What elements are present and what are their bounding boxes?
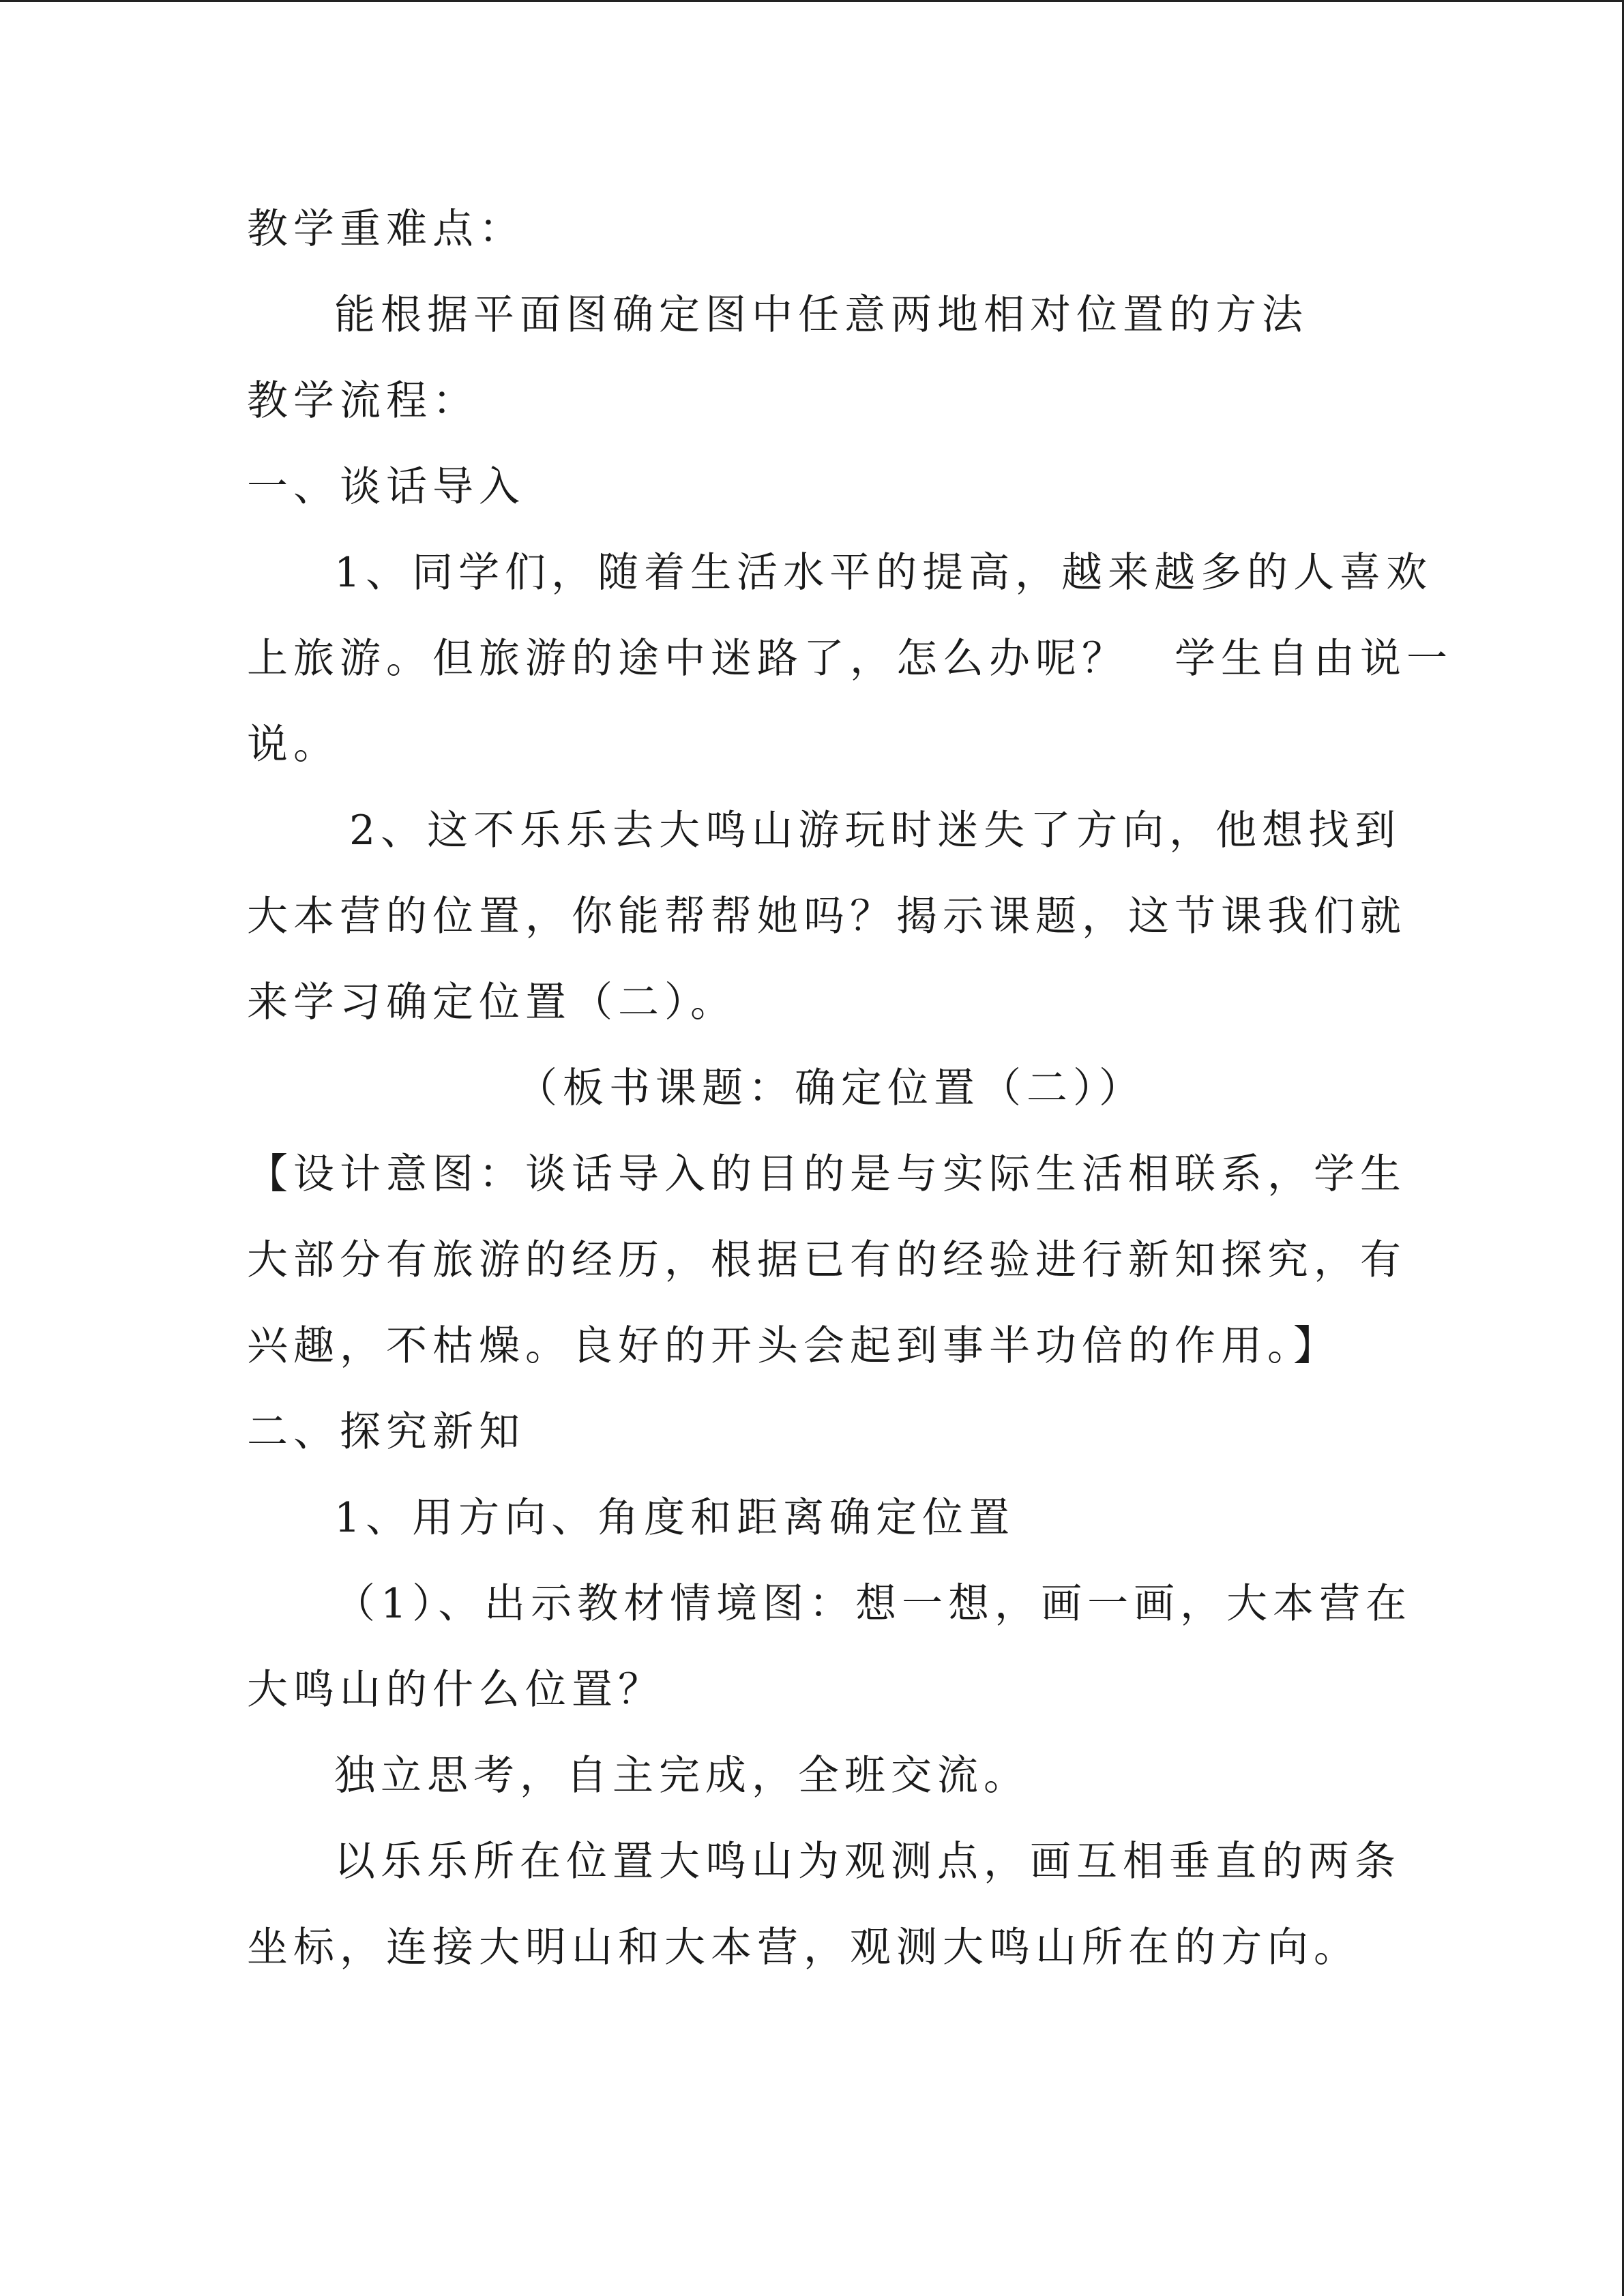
paragraph-line: 大本营的位置，你能帮帮她吗？揭示课题，这节课我们就 bbox=[247, 893, 1406, 940]
subsection-heading: 1、用方向、角度和距离确定位置 bbox=[334, 1494, 1016, 1542]
section-heading-2: 二、探究新知 bbox=[247, 1408, 525, 1456]
page-top-border bbox=[0, 0, 1624, 2]
key-points-text: 能根据平面图确定图中任意两地相对位置的方法 bbox=[334, 291, 1308, 339]
paragraph-line: 来学习确定位置（二）。 bbox=[247, 979, 737, 1026]
paragraph-line: 以乐乐所在位置大鸣山为观测点，画互相垂直的两条 bbox=[334, 1838, 1401, 1885]
design-intent-line: 兴趣，不枯燥。良好的开头会起到事半功倍的作用。】 bbox=[247, 1322, 1340, 1370]
paragraph-line: 坐标，连接大明山和大本营，观测大鸣山所在的方向。 bbox=[247, 1924, 1360, 1971]
section-heading-1: 一、谈话导入 bbox=[247, 463, 525, 511]
paragraph-line: 上旅游。但旅游的途中迷路了，怎么办呢？ 学生自由说一 bbox=[247, 635, 1453, 683]
paragraph-line: 2、这不乐乐去大鸣山游玩时迷失了方向，他想找到 bbox=[349, 807, 1402, 854]
heading-teaching-process: 教学流程： bbox=[247, 377, 479, 425]
paragraph-line: 大鸣山的什么位置？ bbox=[247, 1666, 664, 1714]
paragraph-line: （1）、出示教材情境图：想一想，画一画，大本营在 bbox=[334, 1580, 1413, 1628]
paragraph-line: 独立思考，自主完成，全班交流。 bbox=[334, 1752, 1030, 1800]
paragraph-line: 说。 bbox=[247, 721, 340, 769]
design-intent-line: 大部分有旅游的经历，根据已有的经验进行新知探究，有 bbox=[247, 1236, 1406, 1284]
board-title-note: （板书课题：确定位置（二）） bbox=[516, 1064, 1145, 1112]
design-intent-line: 【设计意图：谈话导入的目的是与实际生活相联系，学生 bbox=[247, 1150, 1406, 1198]
paragraph-line: 1、同学们，随着生活水平的提高，越来越多的人喜欢 bbox=[334, 549, 1433, 597]
heading-key-points: 教学重难点： bbox=[247, 205, 525, 253]
